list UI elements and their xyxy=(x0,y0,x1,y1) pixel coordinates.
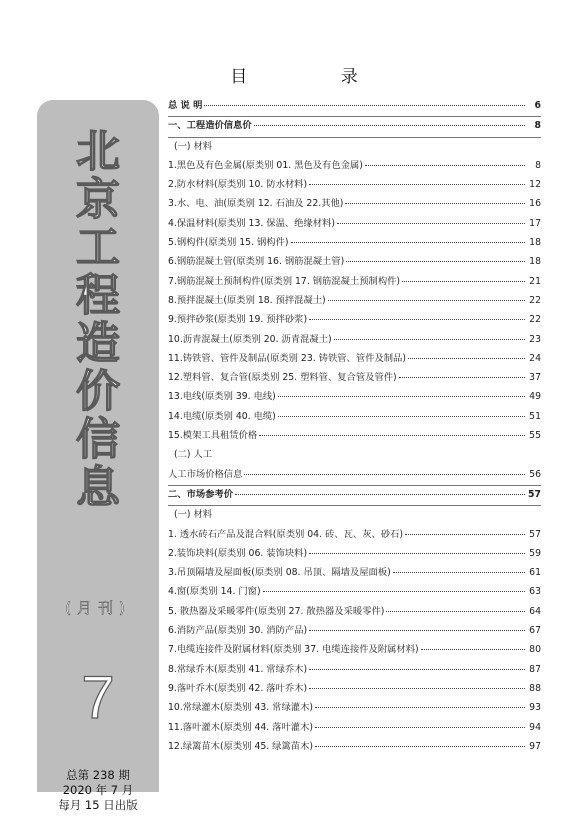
toc-page-number: 17 xyxy=(529,217,541,229)
toc-page-number: 23 xyxy=(529,333,541,345)
journal-frequency: (月刊) xyxy=(65,599,131,617)
toc-entry-label: 9.预拌砂浆(原类别 19. 预拌砂浆) xyxy=(168,314,308,326)
toc-page-number: 94 xyxy=(529,721,541,733)
toc-entry-label: 2.装饰块料(原类别 06. 装饰块料) xyxy=(168,547,308,559)
toc-entry-label: 11.铸铁管、管件及制品(原类别 23. 铸铁管、管件及制品) xyxy=(168,352,406,364)
toc-entry[interactable] xyxy=(168,583,541,602)
toc-entry[interactable] xyxy=(168,97,541,117)
toc-entry[interactable] xyxy=(168,506,541,525)
toc-page-number: 6 xyxy=(534,100,541,111)
toc-page-number: 8 xyxy=(534,120,541,132)
toc-page-number: 97 xyxy=(529,740,541,752)
dot-leader xyxy=(346,261,525,262)
dot-leader xyxy=(345,203,525,204)
toc-entry-label: 1. 透水砖石产品及混合料(原类别 04. 砖、瓦、灰、砂石) xyxy=(168,528,404,540)
toc-entry-label: (一) 材料 xyxy=(174,140,213,152)
toc-page-number: 8 xyxy=(535,159,541,171)
toc-entry-label: 二、市场参考价 xyxy=(168,488,234,500)
title-char: 价 xyxy=(76,366,120,417)
journal-title xyxy=(37,128,159,512)
title-char: 造 xyxy=(76,318,120,369)
page-heading: 目 录 xyxy=(230,67,402,87)
toc-entry-label: 14.电缆(原类别 40. 电缆) xyxy=(168,410,276,422)
toc-page-number: 16 xyxy=(529,198,541,210)
title-char: 信 xyxy=(76,414,120,465)
toc-page-number: 57 xyxy=(528,488,541,500)
toc-entry[interactable] xyxy=(168,680,541,699)
toc-page-number: 18 xyxy=(529,237,541,249)
toc-entry[interactable] xyxy=(168,427,541,446)
dot-leader xyxy=(328,300,525,301)
toc-page-number: 63 xyxy=(529,586,541,598)
toc-entry[interactable] xyxy=(168,292,541,311)
dot-leader xyxy=(278,396,525,397)
table-of-contents xyxy=(168,97,541,757)
title-char: 工 xyxy=(76,222,120,273)
toc-page-number: 67 xyxy=(529,625,541,637)
issue-date: 2020 年 7 月 xyxy=(62,783,134,797)
toc-entry-label: 7.钢筋混凝土预制构件(原类别 17. 钢筋混凝土预制构件) xyxy=(168,275,401,287)
toc-entry[interactable] xyxy=(168,622,541,641)
dot-leader xyxy=(244,474,525,475)
toc-page-number: 55 xyxy=(529,430,541,442)
toc-entry[interactable] xyxy=(168,408,541,427)
dot-leader xyxy=(365,165,525,166)
toc-entry[interactable] xyxy=(168,176,541,195)
toc-page-number: 22 xyxy=(529,294,541,306)
dot-leader xyxy=(315,746,525,747)
toc-entry-label: (一) 材料 xyxy=(174,509,213,521)
toc-entry-label: 9.落叶乔木(原类别 42. 落叶乔木) xyxy=(168,682,308,694)
issue-info xyxy=(37,768,159,813)
dot-leader xyxy=(309,184,525,185)
toc-entry[interactable] xyxy=(168,699,541,718)
dot-leader xyxy=(309,688,525,689)
toc-page-number: 88 xyxy=(529,682,541,694)
toc-page-number: 12 xyxy=(529,179,541,191)
dot-leader xyxy=(408,358,525,359)
toc-entry[interactable] xyxy=(168,215,541,234)
issue-total: 总第 238 期 xyxy=(66,768,130,782)
dot-leader xyxy=(337,223,525,224)
toc-entry-label: 12.绿篱苗木(原类别 45. 绿篱苗木) xyxy=(168,740,314,752)
toc-entry[interactable] xyxy=(168,369,541,388)
dot-leader xyxy=(315,727,525,728)
toc-entry-label: 7.电缆连接件及附属材料(原类别 37. 电缆连接件及附属材料) xyxy=(168,644,419,656)
toc-page-number: 61 xyxy=(529,567,541,579)
toc-page-number: 21 xyxy=(529,275,541,287)
title-char: 息 xyxy=(76,462,120,513)
dot-leader xyxy=(309,669,525,670)
toc-entry[interactable] xyxy=(168,486,541,506)
dot-leader xyxy=(315,707,525,708)
toc-page-number: 49 xyxy=(529,391,541,403)
dot-leader xyxy=(334,339,525,340)
dot-leader xyxy=(405,534,525,535)
toc-entry-label: 12.塑料管、复合管(原类别 25. 塑料管、复合管及管件) xyxy=(168,372,397,384)
toc-entry-label: 5. 散热器及采暖零件(原类别 27. 散热器及采暖零件) xyxy=(168,605,385,617)
toc-entry[interactable] xyxy=(168,641,541,660)
dot-leader xyxy=(386,611,525,612)
dot-leader xyxy=(309,630,525,631)
dot-leader xyxy=(235,494,525,495)
issue-number: 7 xyxy=(81,664,115,731)
title-char: 程 xyxy=(76,270,120,321)
toc-page-number: 57 xyxy=(529,528,541,540)
toc-entry[interactable] xyxy=(168,545,541,564)
toc-entry[interactable] xyxy=(168,234,541,253)
toc-entry[interactable] xyxy=(168,253,541,272)
dot-leader xyxy=(399,377,525,378)
toc-entry[interactable] xyxy=(168,564,541,583)
toc-page-number: 87 xyxy=(529,663,541,675)
dot-leader xyxy=(278,416,525,417)
toc-entry[interactable] xyxy=(168,526,541,545)
title-char: 京 xyxy=(76,174,120,225)
toc-entry[interactable] xyxy=(168,350,541,369)
toc-page-number: 56 xyxy=(529,468,541,480)
toc-entry[interactable] xyxy=(168,388,541,407)
toc-entry-label: 2.防水材料(原类别 10. 防水材料) xyxy=(168,179,308,191)
toc-page-number: 22 xyxy=(529,314,541,326)
toc-entry-label: 一、工程造价信息价 xyxy=(168,120,252,132)
toc-entry[interactable] xyxy=(168,446,541,465)
toc-entry[interactable] xyxy=(168,603,541,622)
toc-entry-label: 4.保温材料(原类别 13. 保温、绝缘材料) xyxy=(168,217,335,229)
toc-entry-label: (二) 人工 xyxy=(174,449,213,461)
toc-page-number: 18 xyxy=(529,256,541,268)
dot-leader xyxy=(263,591,525,592)
dot-leader xyxy=(291,242,526,243)
dot-leader xyxy=(259,435,525,436)
toc-entry-label: 6.消防产品(原类别 30. 消防产品) xyxy=(168,625,308,637)
dot-leader xyxy=(204,105,525,106)
toc-entry[interactable] xyxy=(168,117,541,137)
toc-page-number: 51 xyxy=(529,410,541,422)
toc-entry-label: 10.常绿灌木(原类别 43. 常绿灌木) xyxy=(168,702,314,714)
toc-entry-label: 10.沥青混凝土(原类别 20. 沥青混凝土) xyxy=(168,333,332,345)
toc-page-number: 37 xyxy=(529,372,541,384)
dot-leader xyxy=(309,553,525,554)
toc-entry-label: 8.预拌混凝土(原类别 18. 预拌混凝土) xyxy=(168,294,326,306)
publish-schedule: 每月 15 日出版 xyxy=(58,798,138,812)
toc-entry[interactable] xyxy=(168,195,541,214)
toc-entry-label: 人工市场价格信息 xyxy=(168,468,243,480)
dot-leader xyxy=(402,281,525,282)
title-char: 北 xyxy=(76,126,120,177)
toc-page-number: 24 xyxy=(529,352,541,364)
dot-leader xyxy=(393,572,525,573)
toc-entry-label: 15.模架工具租赁价格 xyxy=(168,430,258,442)
toc-entry[interactable] xyxy=(168,138,541,157)
toc-entry-label: 总 说 明 xyxy=(168,100,203,111)
toc-entry[interactable] xyxy=(168,738,541,757)
cover-sidebar xyxy=(37,100,159,812)
toc-page-number: 80 xyxy=(529,644,541,656)
toc-entry[interactable] xyxy=(168,311,541,330)
toc-entry-label: 13.电线(原类别 39. 电线) xyxy=(168,391,276,403)
toc-entry[interactable] xyxy=(168,719,541,738)
toc-entry-label: 11.落叶灌木(原类别 44. 落叶灌木) xyxy=(168,721,314,733)
toc-entry-label: 5.钢构件(原类别 15. 钢构件) xyxy=(168,237,289,249)
dot-leader xyxy=(421,649,525,650)
toc-page-number: 93 xyxy=(529,702,541,714)
toc-entry-label: 8.常绿乔木(原类别 41. 常绿乔木) xyxy=(168,663,308,675)
toc-page-number: 59 xyxy=(529,547,541,559)
toc-page-number: 64 xyxy=(529,605,541,617)
toc-entry-label: 4.窗(原类别 14. 门窗) xyxy=(168,586,261,598)
toc-entry[interactable] xyxy=(168,661,541,680)
toc-entry-label: 6.钢筋混凝土管(原类别 16. 钢筋混凝土管) xyxy=(168,256,345,268)
toc-entry-label: 3.水、电、油(原类别 12. 石油及 22.其他) xyxy=(168,198,344,210)
dot-leader xyxy=(254,125,525,126)
dot-leader xyxy=(309,319,525,320)
toc-entry[interactable] xyxy=(168,466,541,486)
toc-entry-label: 1.黑色及有色金属(原类别 01. 黑色及有色金属) xyxy=(168,159,363,171)
toc-entry[interactable] xyxy=(168,157,541,176)
toc-entry-label: 3.吊顶隔墙及屋面板(原类别 08. 吊顶、隔墙及屋面板) xyxy=(168,567,391,579)
toc-entry[interactable] xyxy=(168,331,541,350)
toc-entry[interactable] xyxy=(168,273,541,292)
